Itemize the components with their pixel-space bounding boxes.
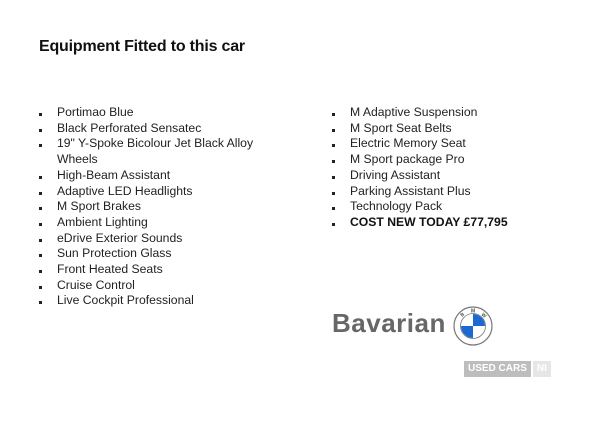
equipment-list-left: [37, 105, 277, 309]
dealer-logo-text: Bavarian: [332, 308, 446, 338]
used-cars-label: USED CARS: [464, 361, 531, 377]
list-item: Technology Pack: [330, 199, 570, 215]
list-item: High-Beam Assistant: [37, 168, 277, 184]
equipment-list-right: [330, 105, 570, 231]
list-item: Ambient Lighting: [37, 215, 277, 231]
bmw-roundel-icon: [453, 306, 493, 346]
list-item: M Sport Seat Belts: [330, 121, 570, 137]
list-item: Front Heated Seats: [37, 262, 277, 278]
cost-new-today: COST NEW TODAY £77,795: [330, 215, 570, 231]
used-cars-badge: [464, 361, 551, 377]
list-item: M Sport package Pro: [330, 152, 570, 168]
svg-text:M: M: [471, 308, 476, 315]
list-item: Driving Assistant: [330, 168, 570, 184]
list-item: Parking Assistant Plus: [330, 184, 570, 200]
list-item: Sun Protection Glass: [37, 246, 277, 262]
list-item: Electric Memory Seat: [330, 136, 570, 152]
list-item: Live Cockpit Professional: [37, 293, 277, 309]
list-item: eDrive Exterior Sounds: [37, 231, 277, 247]
page-title: Equipment Fitted to this car: [39, 38, 245, 55]
list-item: Portimao Blue: [37, 105, 277, 121]
list-item: Adaptive LED Headlights: [37, 184, 277, 200]
svg-text:W: W: [479, 311, 488, 320]
list-item: M Adaptive Suspension: [330, 105, 570, 121]
region-label: NI: [533, 361, 551, 377]
list-item: Cruise Control: [37, 278, 277, 294]
list-item: Black Perforated Sensatec: [37, 121, 277, 137]
list-item: 19" Y-Spoke Bicolour Jet Black Alloy Wheels: [37, 136, 257, 167]
list-item: M Sport Brakes: [37, 199, 277, 215]
svg-text:B: B: [459, 311, 467, 319]
